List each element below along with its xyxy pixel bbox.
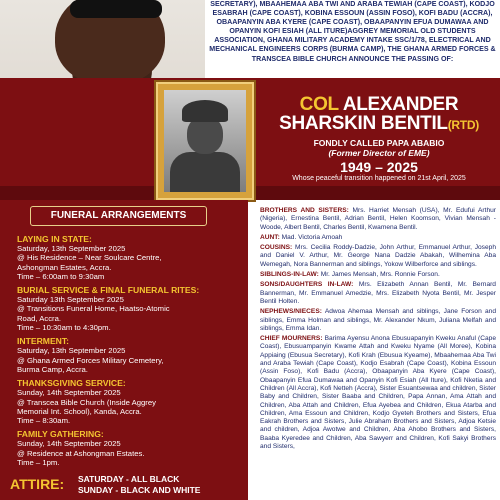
relatives-list — [255, 203, 500, 500]
events-list — [17, 230, 245, 467]
funeral-arrangements-panel — [0, 200, 248, 500]
sons-daughters-in-law: SONS/DAUGHTERS IN-LAW: Mrs. Elizabeth Annan Bentil, Mr. Bernard Bannerman, Mr. Emmanuel Amedzie, Mrs. Elizabeth Nyota Bentil, Mr. Jesper Bentil Holten. — [260, 281, 496, 305]
event-family-gathering: FAMILY GATHERING: Sunday, 14th September 2025 @ Residence at Ashongman Estates. Time – 1pm. — [17, 429, 145, 468]
event-thanksgiving: THANKSGIVING SERVICE: Sunday, 14th September 2025 @ Transcea Bible Church (Inside Aggrey Memorial Int. School), Kanda, Accra. Time – 8:30am. — [17, 378, 156, 426]
aunt: AUNT: Mad. Victoria Amoah — [260, 233, 343, 241]
nickname: FONDLY CALLED PAPA ABABIO — [313, 138, 445, 148]
siblings-in-law: SIBLINGS-IN-LAW: Mr. James Mensah, Mrs. Ronnie Forson. — [260, 271, 440, 279]
former-title: (Former Director of EME) — [328, 148, 430, 158]
attire-saturday: SATURDAY - ALL BLACK — [78, 474, 180, 484]
attire-section — [10, 472, 245, 500]
event-interment: INTERMENT: Saturday, 13th September 2025 @ Ghana Armed Forces Military Cemetery, Burma Camp, Accra. — [17, 336, 164, 374]
life-years: 1949 – 2025 — [340, 159, 418, 175]
cousins: COUSINS: Mrs. Cecilia Roddy-Dadzie, John Arthur, Emmanuel Arthur, Joseph and Daniel V. Arthur, Mr. George Nana Dadzie Abakah, Wilhemina Aba Wemegah, Nora Bannerman and siblings, Yokow Wilberforce and siblings. — [260, 244, 496, 268]
event-burial-service: BURIAL SERVICE & FINAL FUNERAL RITES: Saturday 13th September 2025 @ Transitions Funeral Home, Haatso-Atomic Road, Accra. Time – 10:30am to 4:30pm. — [17, 285, 200, 333]
name-block — [258, 95, 500, 183]
attire-sunday: SUNDAY - BLACK AND WHITE — [78, 485, 201, 495]
military-portrait-frame — [154, 80, 256, 202]
first-names: ALEXANDER — [342, 94, 459, 115]
attire-label: ATTIRE: — [10, 476, 65, 492]
announcement-text: SECRETARY), MBAAHEMAA ABA TWI AND ARABA TEWIAH (CAPE COAST), KODJO ESABRAH (CAPE COAST), KOBINA ESSOUN (ASSIN FOSO), KOFI BADU (ACCRA), OBAAPANYIN ABA KYERE (CAPE COAST), OBAAPANYIN EFUA DUMAWAA AND OPANYIN KOFI ESIAH (ALL ITURE)AGGREY MEMORIAL OLD STUDENTS ASSOCIATION, GHANA MILITARY ACADEMY INTAKE SSC/1/78, ELECTRICAL AND MECHANICAL ENGINEERS CORPS (BURMA CAMP), THE GHANA ARMED FORCES & TRANSCEA BIBLE CHURCH ANNOUNCE THE PASSING OF: — [205, 0, 500, 78]
suffix: (RTD) — [447, 118, 479, 132]
military-cap — [182, 100, 228, 122]
brothers-and-sisters: BROTHERS AND SISTERS: Mrs. Harriet Mensah (USA), Mr. Edufui Arthur (Nigeria), Ernestina Bentil, Adrian Bentil, Helen Koomson, Vivian Mensah - Woode, Albert Bentil, Charles Bentil, Kwamena Bentil. — [260, 207, 496, 231]
sunglasses — [70, 0, 162, 18]
rank: COL — [299, 94, 339, 115]
funeral-arrangements-heading: FUNERAL ARRANGEMENTS — [30, 206, 207, 226]
military-portrait — [164, 90, 246, 192]
surname: SHARSKIN BENTIL — [279, 113, 448, 134]
nephews-nieces: NEPHEWS/NIECES: Adwoa Ahemaa Mensah and siblings, Jane Forson and siblings, Emma Holman and siblings, Mr. Alexander Nkum, Juliana Melfah and siblings, Emma Idan. — [260, 308, 496, 332]
event-laying-in-state: LAYING IN STATE: Saturday, 13th September 2025 @ His Residence – Near Soulcare Centre, Ashongman Estates, Accra. Time – 6:00am to 9:30am — [17, 234, 162, 281]
chief-mourners: CHIEF MOURNERS: Barima Ayensu Anona Ebusuapanyin Kweku Anaful (Cape Coast), Ebusuampanyin Kwame Attah and Kweku Nyame (All Moree), Kobina Appiaing (Ebusua Secretary), Kofi Krah (Ebusua Kyeame), Mbaahemaa Aba Twi and Araba Tewiah (Cape Coast), Kodjo Esabrah (Cape Coast), Kobina Essoun (Assin Foso), Kofi Badu (Accra), Obaapanyin Aba Kyere (Cape Coast), Obaapanyin Efua Dumawaa and Opanyin Kofi Esiah (All Iture), Kofi Nketia and Children (All Accra), Kofi Netteh (Accra), Sister Esuantsewaa and children, Sister Baby and Children, Sister Baaba and Children, Papa Annan, Ama Attah and Children, Aba Attah and Children, Efua Ayebea and Children, Ekua Atarba and Children, Ama Essoun and Children, Kodjo Gyeteh Brothers and Sisters, Efua Eakrah Brothers and Sisters, Julie Abraham Brothers and Sisters, Adjoa Ketsie and children, Adjoa Awotwe and Children, Aba Ahobo Brothers and Sisters, Baaba Kyeredee and Children, Aba Sawyerr and Children, Kofi Sakyi Brothers and Sisters, — [260, 335, 497, 451]
transition-date: Whose peaceful transition happened on 21st April, 2025 — [292, 175, 466, 182]
